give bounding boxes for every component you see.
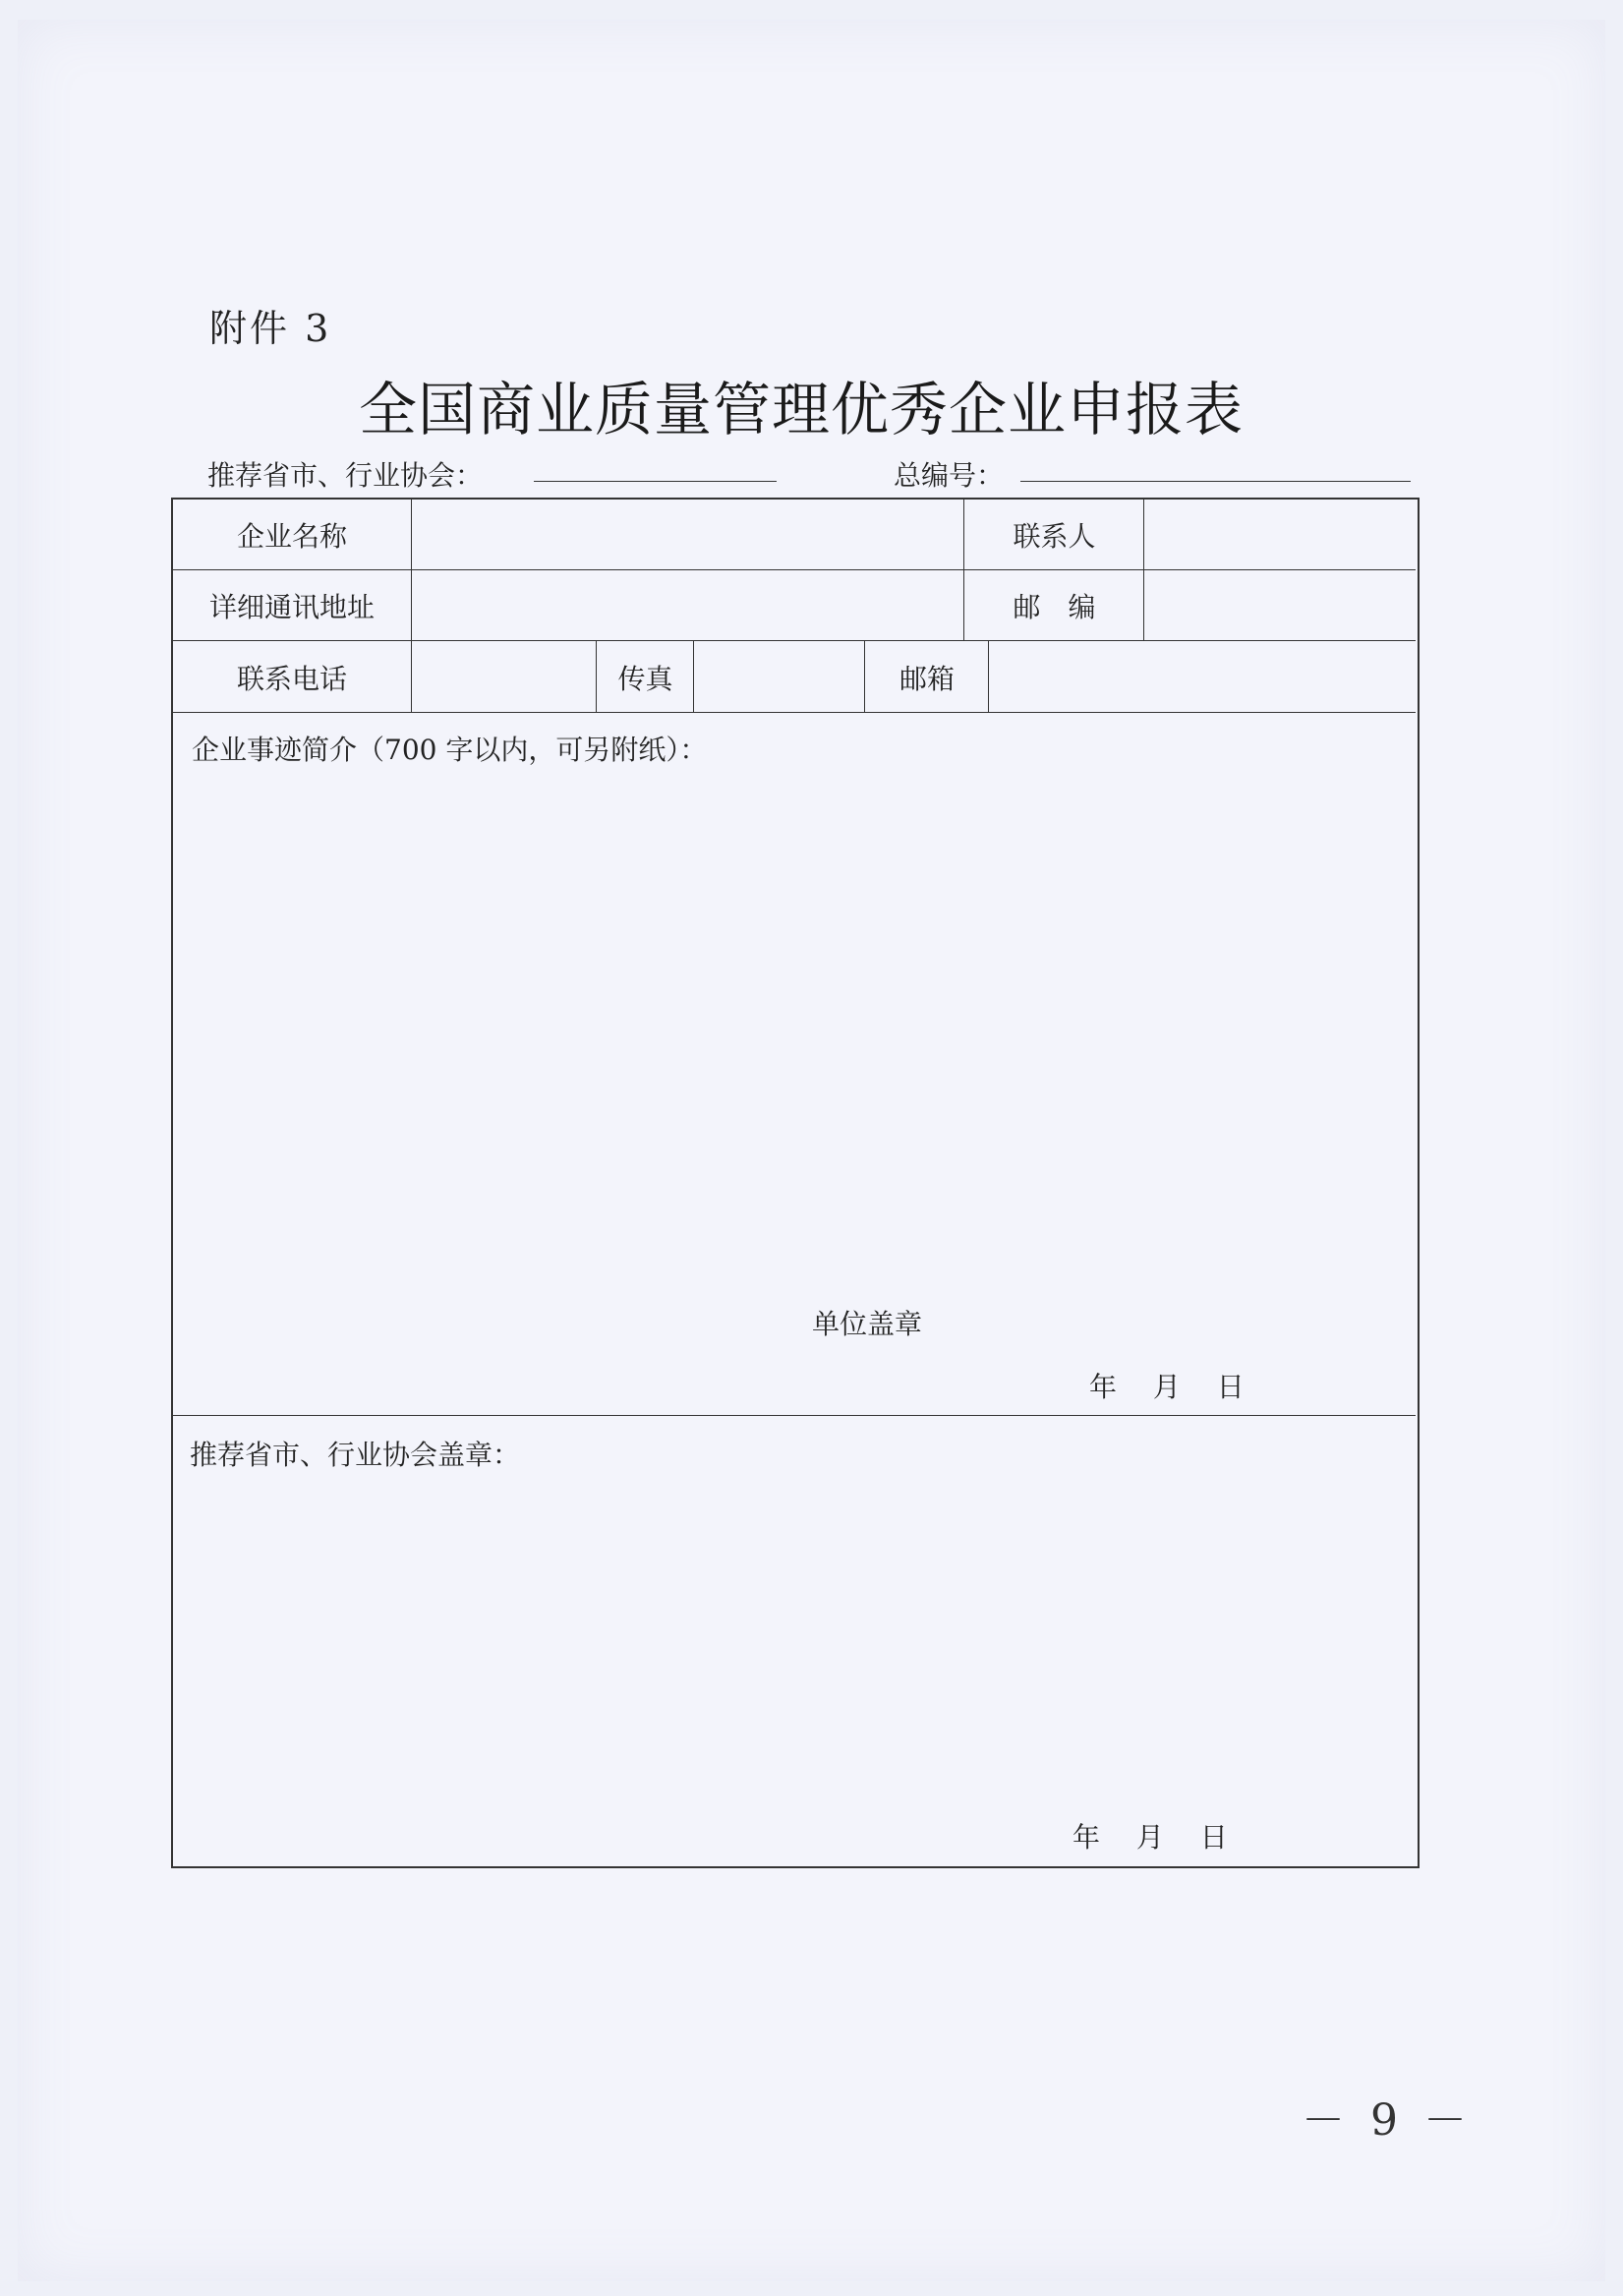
row-divider (171, 712, 1416, 713)
email-field[interactable] (990, 642, 1414, 712)
profile-label: 企业事迹简介（700 字以内，可另附纸）： (192, 734, 708, 766)
email-label: 邮箱 (898, 662, 955, 695)
recommender-label: 推荐省市、行业协会： (207, 459, 484, 492)
recommender-seal-label: 推荐省市、行业协会盖章： (190, 1439, 521, 1471)
fax-label: 传真 (617, 662, 673, 695)
address-field[interactable] (413, 571, 963, 640)
page-title: 全国商业质量管理优秀企业申报表 (359, 376, 1245, 443)
col-divider (1143, 498, 1144, 640)
recommender-blank-line[interactable] (534, 481, 777, 482)
serial-number-blank-line[interactable] (1020, 481, 1411, 482)
phone-field[interactable] (413, 642, 596, 712)
annex-label: 附件 3 (209, 307, 332, 350)
company-name-field[interactable] (413, 500, 963, 569)
row-divider (171, 1415, 1416, 1416)
profile-text-area[interactable] (187, 777, 1396, 1288)
phone-label: 联系电话 (236, 662, 347, 695)
company-name-label: 企业名称 (236, 519, 347, 553)
col-divider (596, 640, 597, 712)
contact-person-field[interactable] (1145, 500, 1414, 569)
postcode-label: 邮 编 (1013, 591, 1096, 623)
serial-number-label: 总编号： (894, 459, 1005, 492)
col-divider (693, 640, 694, 712)
row-divider (171, 640, 1416, 641)
recommender-date: 年 月 日 (1072, 1821, 1228, 1854)
col-divider (988, 640, 989, 712)
address-label: 详细通讯地址 (208, 591, 375, 623)
recommender-seal-area[interactable] (187, 1480, 1396, 1804)
fax-field[interactable] (695, 642, 864, 712)
row-divider (171, 569, 1416, 570)
col-divider (864, 640, 865, 712)
profile-date: 年 月 日 (1089, 1371, 1245, 1403)
col-divider (963, 498, 964, 640)
postcode-field[interactable] (1145, 571, 1414, 640)
col-divider (411, 498, 412, 712)
contact-person-label: 联系人 (1013, 519, 1096, 553)
unit-seal-label: 单位盖章 (812, 1308, 923, 1340)
page-number: － 9 － (1302, 2095, 1473, 2146)
